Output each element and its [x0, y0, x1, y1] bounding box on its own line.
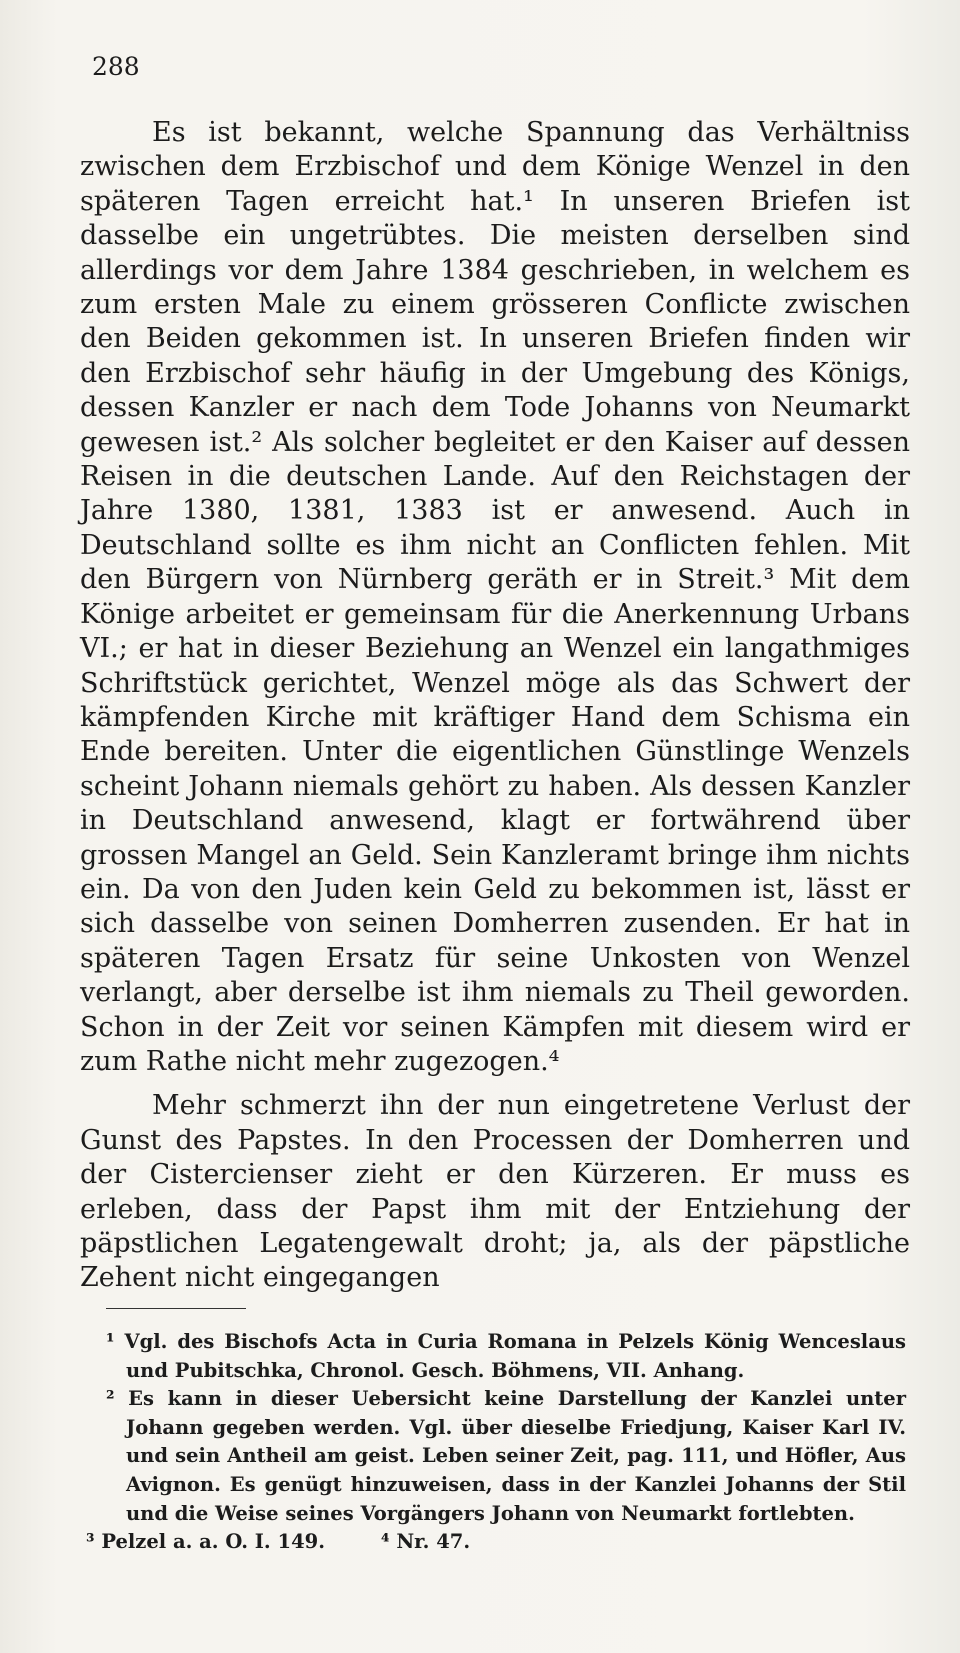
- footnote-4: ⁴ Nr. 47.: [381, 1530, 471, 1554]
- footnote-3: ³ Pelzel a. a. O. I. 149.: [86, 1530, 325, 1554]
- footnote-separator: [106, 1308, 246, 1309]
- footnote-1: ¹ Vgl. des Bischofs Acta in Curia Romana in Pelzels König Wenceslaus und Pubitschka, Chronol. Gesch. Böhmens, VII. Anhang.: [106, 1330, 906, 1382]
- footnote-2: ² Es kann in dieser Uebersicht keine Darstellung der Kanzlei unter Johann gegeben werden. Vgl. über dieselbe Friedjung, Kaiser Karl IV. und sein Antheil am geist. Leben seiner Zeit, pag. 111, und Höfler, Aus Avignon. Es genügt hinzuweisen, dass in der Kanzlei Johanns der Stil und die Weise seines Vorgängers Johann von Neumarkt fortlebten.: [106, 1387, 906, 1525]
- footnotes: [86, 1328, 906, 1557]
- paragraph-2: Mehr schmerzt ihn der nun eingetretene Verlust der Gunst des Papstes. In den Processen der Domherren und der Cistercienser zieht er den Kürzeren. Er muss es erleben, dass der Papst ihm mit der Entziehung der päpstlichen Legatengewalt droht; ja, als der päpstliche Zehent nicht eingegangen: [80, 1090, 910, 1294]
- main-text: [80, 116, 910, 1296]
- page-number: 288: [92, 52, 140, 81]
- footnote-row: [86, 1528, 906, 1557]
- paragraph-1: Es ist bekannt, welche Spannung das Verhältniss zwischen dem Erzbischof und dem Könige Wenzel in den späteren Tagen erreicht hat.¹ In unseren Briefen ist dasselbe ein ungetrübtes. Die meisten derselben sind allerdings vor dem Jahre 1384 geschrieben, in welchem es zum ersten Male zu einem grösseren Conflicte zwischen den Beiden gekommen ist. In unseren Briefen finden wir den Erzbischof sehr häufig in der Umgebung des Königs, dessen Kanzler er nach dem Tode Johanns von Neumarkt gewesen ist.² Als solcher begleitet er den Kaiser auf dessen Reisen in die deutschen Lande. Auf den Reichstagen der Jahre 1380, 1381, 1383 ist er anwesend. Auch in Deutschland sollte es ihm nicht an Conflicten fehlen. Mit den Bürgern von Nürnberg geräth er in Streit.³ Mit dem Könige arbeitet er gemeinsam für die Anerkennung Urbans VI.; er hat in dieser Beziehung an Wenzel ein langathmiges Schriftstück gerichtet, Wenzel möge als das Schwert der kämpfenden Kirche mit kräftiger Hand dem Schisma ein Ende bereiten. Unter die eigentlichen Günstlinge Wenzels scheint Johann niemals gehört zu haben. Als dessen Kanzler in Deutschland anwesend, klagt er fortwährend über grossen Mangel an Geld. Sein Kanzleramt bringe ihm nichts ein. Da von den Juden kein Geld zu bekommen ist, lässt er sich dasselbe von seinen Domherren zusenden. Er hat in späteren Tagen Ersatz für seine Unkosten von Wenzel verlangt, aber derselbe ist ihm niemals zu Theil geworden. Schon in der Zeit vor seinen Kämpfen mit diesem wird er zum Rathe nicht mehr zugezogen.⁴: [80, 117, 910, 1077]
